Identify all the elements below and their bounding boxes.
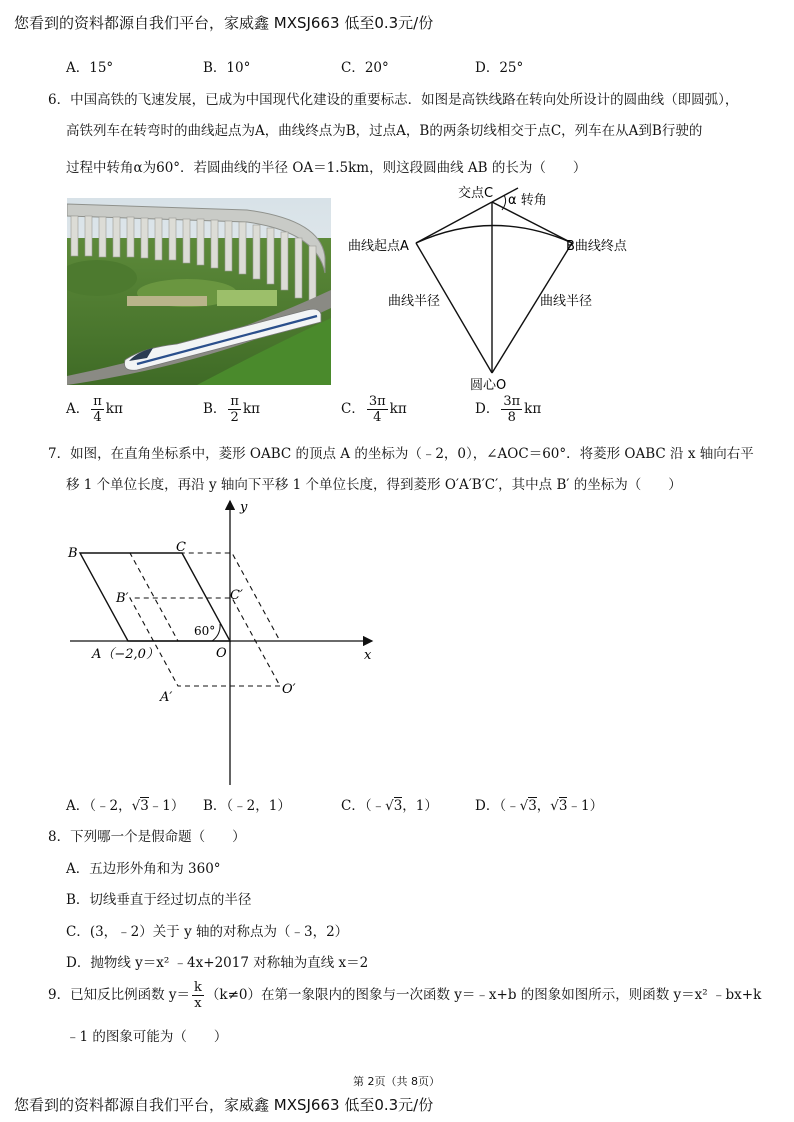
tangent-line-b [492,202,572,243]
label-point-c: 交点C [458,186,494,201]
q7-line-2: 移 1 个单位长度，再沿 y 轴向下平移 1 个单位长度，得到菱形 O′A′B′C′，其中点 B′ 的坐标为（ ） [66,477,682,493]
label-a-prime: A′ [160,690,173,705]
label-radius-left: 曲线半径 [388,294,441,309]
label-o: O [216,646,227,661]
q7-option-c: C．（﹣√3，1） [341,798,438,814]
rhombus-translated [130,598,280,686]
train-photo [67,198,331,385]
q6-option-b: B． $\frac{\pi}{2}$ kπ [203,394,261,425]
q5-option-a: A．15° [66,60,114,76]
q7-line-1: 7．如图，在直角坐标系中，菱形 OABC 的顶点 A 的坐标为（﹣2，0），∠AOC＝60°．将菱形 OABC 沿 x 轴向右平 [48,446,754,462]
curve-diagram [340,180,650,395]
label-b: B [68,546,78,561]
q6-line-3: 过程中转角α为60°．若圆曲线的半径 OA＝1.5km，则这段圆曲线 AB 的长为（ ） [66,160,587,176]
q9-line-1: 9．已知反比例函数 y＝ $\frac{k}{x}$ （k≠0）在第一象限内的图象与一次函数 y＝﹣x+b 的图象如图所示，则函数 y＝x² ﹣bx+k [48,980,762,1011]
label-b-prime: B′ [116,591,129,606]
page-number: 第 2页（共 8页） [353,1075,440,1088]
q6-option-d: D． $\frac{3\pi}{8}$ kπ [475,394,542,425]
q5-option-d: D．25° [475,60,524,76]
q7-option-d: D．（﹣√3，√3﹣1） [475,798,604,814]
q8-title: 8．下列哪一个是假命题（ ） [48,829,246,845]
label-radius-right: 曲线半径 [540,294,593,309]
label-point-b: B曲线终点 [566,239,627,254]
header-notice: 您看到的资料都源自我们平台，家威鑫 MXSJ663 低至0.3元/份 [14,14,434,32]
label-point-a: 曲线起点A [348,239,409,254]
q8-option-a: A．五边形外角和为 360° [66,861,221,877]
q8-option-c: C．(3，﹣2）关于 y 轴的对称点为（﹣3，2） [66,924,349,940]
q6-line-1: 6．中国高铁的飞速发展，已成为中国现代化建设的重要标志．如图是高铁线路在转向处所设计的圆曲线（即圆弧）， [48,92,739,108]
q6-option-c: C． $\frac{3\pi}{4}$ kπ [341,394,407,425]
label-y: y [240,500,248,515]
q6-line-2: 高铁列车在转弯时的曲线起点为A，曲线终点为B，过点A，B的两条切线相交于点C，列车在从A到B行驶的 [66,123,703,139]
label-c: C [176,540,186,555]
label-angle: 60° [194,624,216,638]
label-x: x [364,648,372,663]
label-alpha: α 转角 [508,193,547,208]
label-a: A（−2,0） [92,647,159,662]
label-o-prime: O′ [282,682,296,697]
q7-option-a: A．（﹣2，√3﹣1） [66,798,185,814]
tangent-line-a [416,202,492,243]
curve-arc [416,226,572,244]
q7-option-b: B．（﹣2，1） [203,798,291,814]
label-c-prime: C′ [230,588,243,603]
q5-option-b: B．10° [203,60,251,76]
q9-line-2: ﹣1 的图象可能为（ ） [66,1029,228,1045]
q6-option-a: A． $\frac{\pi}{4}$ kπ [66,394,123,425]
q5-option-c: C．20° [341,60,389,76]
rhombus-diagram [60,495,390,790]
label-center-o: 圆心O [470,378,507,393]
q8-option-d: D．抛物线 y＝x² ﹣4x+2017 对称轴为直线 x＝2 [66,955,369,971]
q8-option-b: B．切线垂直于经过切点的半径 [66,892,252,908]
footer-notice: 您看到的资料都源自我们平台，家威鑫 MXSJ663 低至0.3元/份 [14,1096,434,1114]
